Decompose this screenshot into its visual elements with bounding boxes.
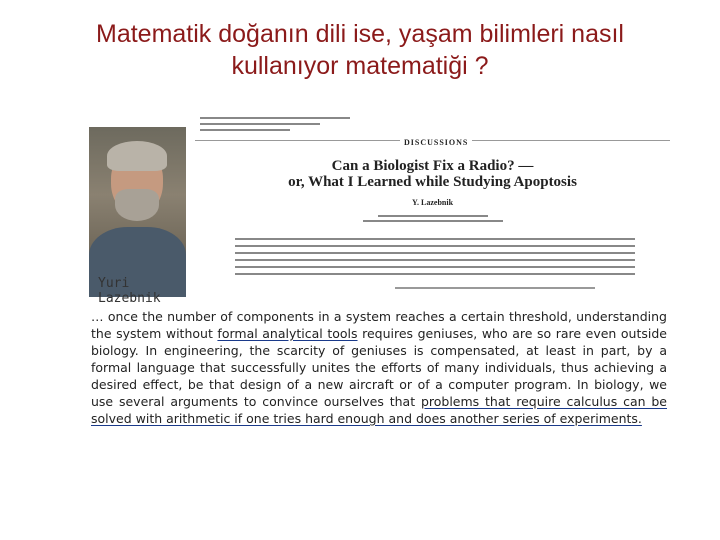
- article-text-lines: [235, 238, 635, 280]
- article-image: [195, 110, 670, 300]
- article-affiliation: [195, 212, 670, 222]
- article-footnote: [395, 287, 595, 289]
- photo-beard: [115, 189, 159, 221]
- quote-underlined-1: formal analytical tools: [217, 326, 358, 341]
- author-photo: [89, 127, 186, 306]
- quote-paragraph: [91, 308, 667, 427]
- article-title-line-2: or, What I Learned while Studying Apoptosis: [288, 174, 577, 190]
- quote-segment-2: requires geniuses, who are so rare even outside biology. In engineering, the scarcity of geniuses is compensated, at least in part, by a formal language that successfully unites the efforts of many individuals, thus achieving a desired effect, be that design of a new aircraft or of a computer program. In biology, we use several arguments to convince ourselves that: [91, 326, 667, 409]
- slide-title-line-1: Matematik doğanın dili ise, yaşam bilimleri nasıl: [96, 20, 624, 48]
- slide-title: [0, 18, 720, 82]
- photo-caption: Yuri Lazebnik: [98, 276, 161, 306]
- quote-text: [91, 308, 667, 427]
- article-title-line-1: Can a Biologist Fix a Radio? —: [331, 158, 534, 174]
- article-author: Y. Lazebnik: [411, 198, 454, 207]
- quote-underlined-2: problems that require calculus can be solved with arithmetic if one tries hard enough and does another series of experiments.: [91, 394, 667, 426]
- article-meta: [200, 113, 400, 131]
- quote-segment-1: … once the number of components in a system reaches a certain threshold, understanding the system without: [91, 309, 667, 341]
- article-title: [195, 158, 670, 190]
- article-section: DISCUSSIONS: [400, 138, 472, 147]
- photo-hair: [107, 141, 167, 171]
- slide-title-line-2: kullanıyor matematiği ?: [231, 52, 489, 80]
